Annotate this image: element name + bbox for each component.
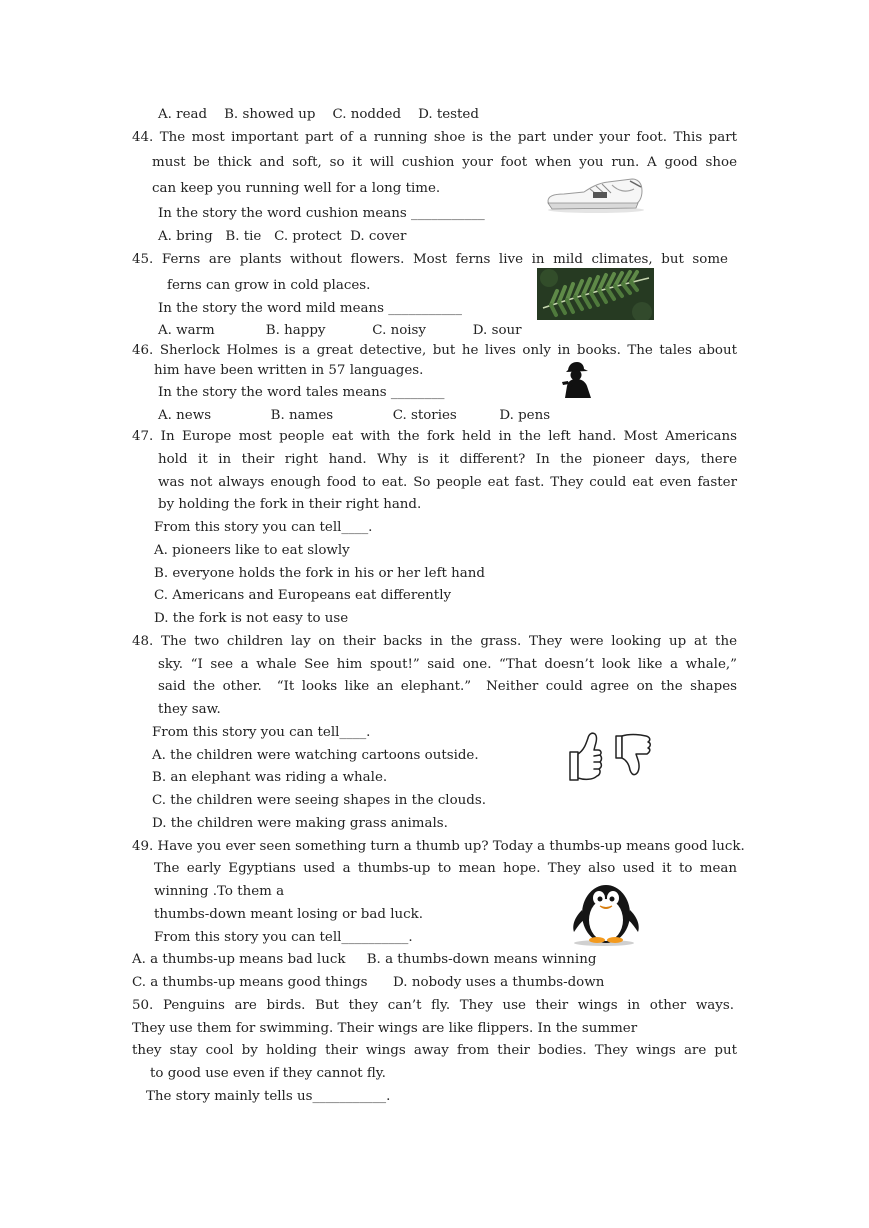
q49-text-line-3: winning .To them a	[154, 884, 285, 899]
q48-prompt: From this story you can tell____.	[152, 725, 371, 740]
q44-text-line-2: must be thick and soft, so it will cushion your foot when you run. A good shoe	[152, 155, 737, 170]
penguin-image	[568, 876, 644, 946]
q48-option-a: A. the children were watching cartoons outside.	[152, 748, 479, 763]
q47-option-a: A. pioneers like to eat slowly	[154, 543, 350, 558]
q46-text-line-1: 46. Sherlock Holmes is a great detective, but he lives only in books. The tales about	[132, 343, 737, 358]
q44-text-line-3: can keep you running well for a long time.	[152, 181, 441, 196]
q48-text-line-2: sky. “I see a whale See him spout!” said one. “That doesn’t look like a whale,”	[158, 657, 737, 672]
q44-options: A. bring B. tie C. protect D. cover	[158, 229, 407, 244]
fern-leaf-image	[537, 268, 654, 320]
q50-text-line-4: to good use even if they cannot fly.	[150, 1066, 386, 1081]
q47-text-line-3: was not always enough food to eat. So people eat fast. They could eat even faster	[158, 475, 737, 490]
q46-options: A. news B. names C. stories D. pens	[158, 408, 551, 423]
q49-options-cd: C. a thumbs-up means good things D. nobody uses a thumbs-down	[132, 975, 605, 990]
q44-text-line-1: 44. The most important part of a running shoe is the part under your foot. This part	[132, 130, 737, 145]
q44-prompt: In the story the word cushion means ___________	[158, 206, 485, 221]
q48-text-line-4: they saw.	[158, 702, 221, 717]
q48-option-d: D. the children were making grass animals.	[152, 816, 448, 831]
q46-text-line-2: him have been written in 57 languages.	[154, 363, 424, 378]
q47-option-d: D. the fork is not easy to use	[154, 611, 349, 626]
q43-options: A. read B. showed up C. nodded D. tested	[158, 107, 479, 122]
q47-text-line-1: 47. In Europe most people eat with the fork held in the left hand. Most Americans	[132, 429, 737, 444]
q49-text-line-1: 49. Have you ever seen something turn a thumb up? Today a thumbs-up means good luck.	[132, 839, 745, 854]
q45-text-line-2: ferns can grow in cold places.	[167, 278, 371, 293]
q48-text-line-1: 48. The two children lay on their backs in the grass. They were looking up at the	[132, 634, 737, 649]
q50-prompt: The story mainly tells us___________.	[146, 1089, 391, 1104]
q48-option-c: C. the children were seeing shapes in the clouds.	[152, 793, 486, 808]
q50-text-line-3: they stay cool by holding their wings away from their bodies. They wings are put	[132, 1043, 737, 1058]
q50-text-line-2: They use them for swimming. Their wings are like flippers. In the summer	[132, 1021, 638, 1036]
q47-option-c: C. Americans and Europeans eat differently	[154, 588, 452, 603]
running-shoe-image	[544, 177, 646, 215]
q46-prompt: In the story the word tales means ________	[158, 385, 445, 400]
q50-text-line-1: 50. Penguins are birds. But they can’t fly. They use their wings in other ways.	[132, 998, 734, 1013]
q47-text-line-2: hold it in their right hand. Why is it different? In the pioneer days, there	[158, 452, 737, 467]
q48-text-line-3: said the other. “It looks like an elephant.” Neither could agree on the shapes	[158, 679, 737, 694]
q49-options-ab: A. a thumbs-up means bad luck B. a thumbs-down means winning	[132, 952, 597, 967]
thumbs-up-down-image	[562, 730, 656, 784]
q49-text-line-4: thumbs-down meant losing or bad luck.	[154, 907, 423, 922]
q45-options: A. warm B. happy C. noisy D. sour	[158, 323, 522, 338]
q48-option-b: B. an elephant was riding a whale.	[152, 770, 388, 785]
q49-text-line-2: The early Egyptians used a thumbs-up to mean hope. They also used it to mean	[154, 861, 737, 876]
detective-silhouette-image	[559, 360, 593, 398]
q47-option-b: B. everyone holds the fork in his or her left hand	[154, 566, 485, 581]
q47-text-line-4: by holding the fork in their right hand.	[158, 497, 422, 512]
q45-prompt: In the story the word mild means ___________	[158, 301, 462, 316]
q45-text-line-1: 45. Ferns are plants without flowers. Most ferns live in mild climates, but some	[132, 252, 728, 267]
q47-prompt: From this story you can tell____.	[154, 520, 373, 535]
q49-prompt: From this story you can tell__________.	[154, 930, 413, 945]
